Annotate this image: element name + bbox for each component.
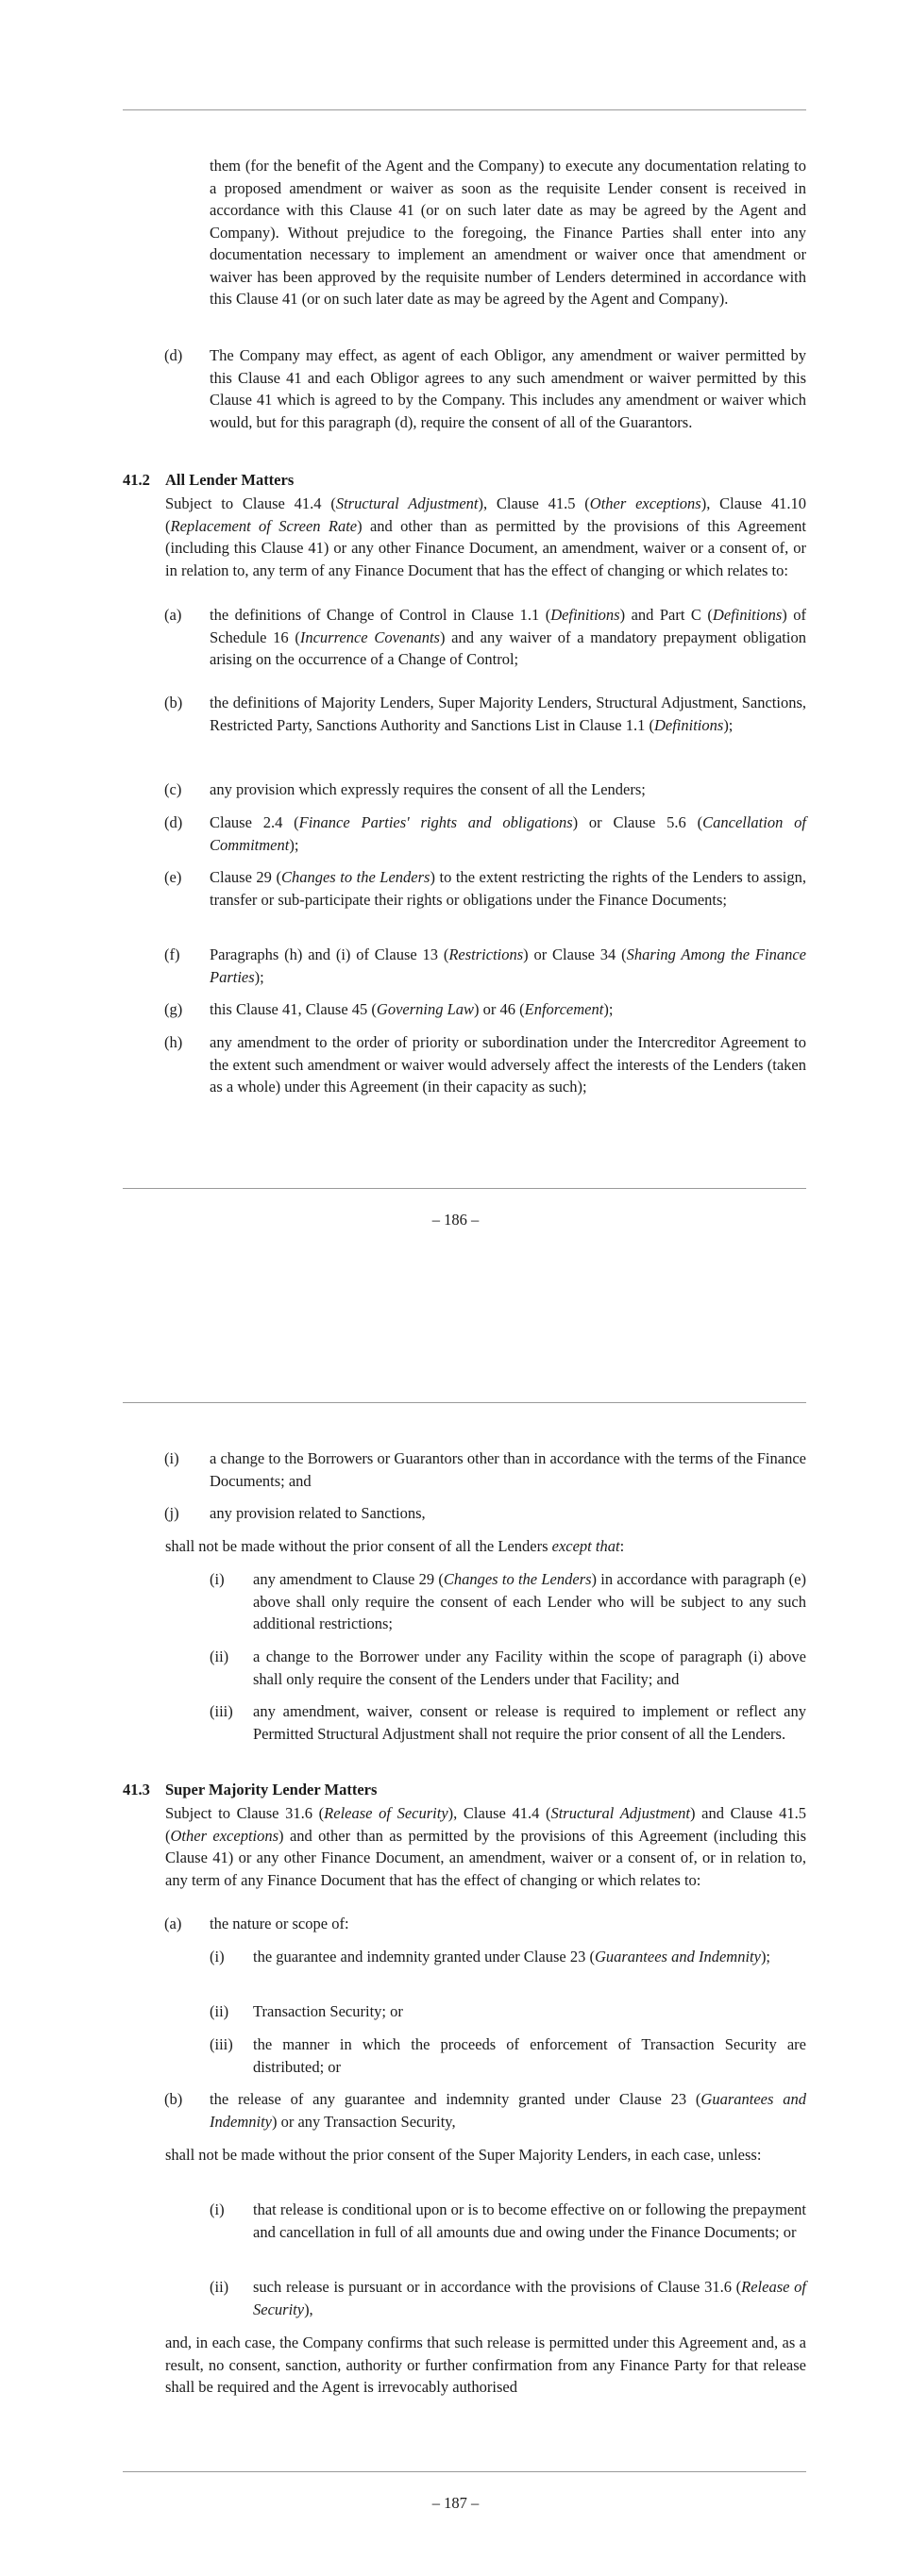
text-run: shall not be made without the prior consent of all the Lenders: [165, 1537, 552, 1555]
item-label-h: (h): [164, 1033, 183, 1051]
text-run: such release is pursuant or in accordance with the provisions of Clause 31.6 (: [253, 2278, 742, 2296]
text-run: Subject to Clause 31.6 (: [165, 1804, 325, 1822]
italic-reference: Incurrence Covenants: [299, 627, 440, 646]
text-run: );: [723, 715, 734, 734]
text-run: ), Clause 41.10 (: [165, 494, 806, 535]
document-page-187: [0, 1293, 911, 2576]
text-run: );: [254, 967, 264, 986]
text-run: the definitions of Change of Control in Clause 1.1 (: [210, 606, 551, 624]
item-label-f: (f): [164, 945, 180, 963]
text-run: the release of any guarantee and indemnity granted under Clause 23 (: [210, 2090, 701, 2108]
italic-reference: Changes to the Lenders: [443, 1570, 592, 1588]
text-run: );: [760, 1948, 771, 1965]
italic-reference: Sharing Among the Finance Parties: [210, 945, 806, 986]
item-label-a: (a): [164, 1915, 182, 1932]
item-label-d2: (d): [164, 813, 183, 831]
text-run: Clause 2.4 (: [210, 813, 299, 831]
text-run: any provision related to Sanctions,: [210, 1504, 426, 1522]
text-run: Transaction Security; or: [253, 2002, 403, 2020]
subitem-label-iii: (iii): [210, 2035, 233, 2053]
item-label-e: (e): [164, 868, 182, 886]
item-d2-text: [210, 811, 806, 856]
text-run: them (for the benefit of the Agent and the Company) to execute any documentation relating to a proposed amendment or waiver as soon as the requisite Lender consent is received in accordance with this Clause 41 (or on such later date as may be agreed by the Agent and Company). Without prejudice to the foregoing, the Finance Parties shall enter into any documentation necessary to implement an amendment or waiver once that amendment or waiver has been approved by the requisite number of Lenders determined in accordance with this Clause 41 (or on such later date as may be agreed by the Agent and Company).: [210, 157, 806, 308]
final-paragraph: [165, 2332, 806, 2399]
text-run: ),: [304, 2300, 313, 2318]
subitem-label-ii: (ii): [210, 2002, 229, 2020]
italic-reference: Cancellation of Commitment: [210, 813, 806, 854]
text-run: a change to the Borrower under any Facility within the scope of paragraph (i) above shall only require the consent of the Lenders under that Facility; and: [253, 1648, 806, 1688]
italic-reference: Replacement of Screen Rate: [170, 516, 358, 535]
section-41-3-intro: [165, 1802, 806, 1891]
exception-label-ii: (ii): [210, 1648, 229, 1665]
item-f-text: [210, 944, 806, 988]
italic-reference: Finance Parties' rights and obligations: [298, 813, 573, 831]
text-run: a change to the Borrowers or Guarantors other than in accordance with the terms of the Finance Documents; and: [210, 1449, 806, 1490]
text-run: ) and Part C (: [619, 606, 713, 624]
italic-reference: Release of Security: [324, 1804, 448, 1822]
item-label-b: (b): [164, 2090, 183, 2108]
exception-ii-text: [253, 1646, 806, 1690]
text-run: ) or Clause 5.6 (: [572, 813, 703, 831]
page-bottom-rule: [123, 2471, 806, 2472]
item-label-b: (b): [164, 694, 183, 711]
italic-reference: Structural Adjustment: [550, 1804, 690, 1822]
item-e-text: [210, 866, 806, 911]
text-run: Paragraphs (h) and (i) of Clause 13 (: [210, 945, 449, 963]
text-run: The Company may effect, as agent of each Obligor, any amendment or waiver permitted by this Clause 41 and each Obligor agrees to any such amendment or waiver permitted by this Clause 41 which is agreed to by the Company. This includes any amendment or waiver which would, but for this paragraph (d), require the consent of all of the Guarantors.: [210, 346, 806, 431]
section-title-super-majority: Super Majority Lender Matters: [165, 1781, 378, 1798]
item-label-c: (c): [164, 780, 182, 798]
text-run: ) and Clause 41.5 (: [165, 1804, 806, 1845]
text-run: the definitions of Majority Lenders, Super Majority Lenders, Structural Adjustment, Sanctions, Restricted Party, Sanctions Authority and Sanctions List in Clause 1.1 (: [210, 694, 806, 734]
section-41-2-intro: [165, 493, 806, 581]
subitem-iii-text: [253, 2033, 806, 2078]
exception-label-i: (i): [210, 1570, 225, 1588]
item-j-text: [210, 1502, 806, 1525]
item-a-text: [210, 604, 806, 671]
condition-label-ii: (ii): [210, 2278, 229, 2296]
page-number: – 186 –: [431, 1211, 480, 1229]
italic-reference: Definitions: [653, 715, 724, 734]
exception-label-iii: (iii): [210, 1702, 233, 1720]
text-run: );: [603, 1000, 614, 1018]
item-g-text: [210, 998, 806, 1021]
text-run: ) of Schedule 16 (: [210, 606, 806, 646]
item-d-text: [210, 344, 806, 433]
italic-reference: Guarantees and Indemnity: [210, 2090, 806, 2131]
super-majority-consent-line: [165, 2144, 806, 2166]
page-top-rule: [123, 109, 806, 110]
text-run: this Clause 41, Clause 45 (: [210, 1000, 377, 1018]
text-run: any amendment to the order of priority or subordination under the Intercreditor Agreement to the extent such amendment or waiver would adversely affect the interests of the Lenders (taken as a whole) under this Agreement (in their capacity as such);: [210, 1033, 806, 1096]
text-run: ) and other than as permitted by the provisions of this Agreement (including this Clause 41) or any other Finance Document, an amendment, waiver or a consent of, or in relation to, any term of any Finance Document that has the effect of changing or which relates to:: [165, 1826, 806, 1889]
italic-reference: Structural Adjustment: [335, 494, 479, 512]
italic-reference: Other exceptions: [170, 1826, 279, 1845]
text-run: ) and any waiver of a mandatory prepayment obligation arising on the occurrence of a Change of Control;: [210, 627, 806, 668]
text-run: ) or Clause 34 (: [523, 945, 627, 963]
section-number-41-3: 41.3: [123, 1781, 150, 1798]
item-b-text: [210, 692, 806, 736]
item-c-text: [210, 778, 806, 801]
text-run: shall not be made without the prior consent of the Super Majority Lenders, in each case, unless:: [165, 2146, 762, 2164]
condition-label-i: (i): [210, 2200, 225, 2218]
text-run: any provision which expressly requires the consent of all the Lenders;: [210, 780, 646, 798]
text-run: ) and other than as permitted by the provisions of this Agreement (including this Clause 41) or any other Finance Document, an amendment, waiver or a consent of, or in relation to, any term of any Finance Document that has the effect of changing or which relates to:: [165, 516, 806, 579]
item-i-text: [210, 1447, 806, 1492]
italic-reference: Release of Security: [253, 2278, 807, 2318]
paragraph-continuation: [210, 155, 806, 310]
item-a-text: [210, 1913, 806, 1935]
item-label-a: (a): [164, 606, 182, 624]
item-h-text: [210, 1031, 806, 1098]
item-label-i: (i): [164, 1449, 179, 1467]
item-label-j: (j): [164, 1504, 179, 1522]
text-run: ), Clause 41.5 (: [478, 494, 590, 512]
subitem-i-text: [253, 1946, 806, 1968]
text-run: ) in accordance with paragraph (e) above shall only require the consent of each Lender who will be subject to any such additional restrictions;: [253, 1570, 806, 1632]
condition-i-text: [253, 2199, 806, 2243]
text-run: the guarantee and indemnity granted under Clause 23 (: [253, 1948, 595, 1965]
subitem-label-i: (i): [210, 1948, 225, 1965]
text-run: ), Clause 41.4 (: [447, 1804, 551, 1822]
subitem-ii-text: [253, 2000, 806, 2023]
italic-reference: Guarantees and Indemnity: [594, 1948, 761, 1965]
text-run: that release is conditional upon or is to become effective on or following the prepayment and cancellation in full of all amounts due and owing under the Finance Documents; or: [253, 2200, 806, 2241]
italic-reference: Governing Law: [376, 1000, 475, 1018]
page-top-rule: [123, 1402, 806, 1403]
section-number-41-2: 41.2: [123, 471, 150, 489]
item-b-text: [210, 2088, 806, 2133]
text-run: and, in each case, the Company confirms that such release is permitted under this Agreement and, as a result, no consent, sanction, authority or further confirmation from any Finance Party for that release shall be required and the Agent is irrevocably authorised: [165, 2333, 806, 2396]
item-label-d: (d): [164, 346, 183, 364]
text-run: ) to the extent restricting the rights of the Lenders to assign, transfer or sub-participate their rights or obligations under the Finance Documents;: [210, 868, 806, 909]
italic-reference: except that: [551, 1537, 620, 1555]
text-run: ) or 46 (: [474, 1000, 525, 1018]
text-run: any amendment to Clause 29 (: [253, 1570, 444, 1588]
page-number: – 187 –: [431, 2494, 480, 2512]
italic-reference: Enforcement: [524, 1000, 604, 1018]
text-run: the nature or scope of:: [210, 1915, 349, 1932]
italic-reference: Definitions: [550, 606, 620, 624]
exception-iii-text: [253, 1700, 806, 1745]
page-bottom-rule: [123, 1188, 806, 1189]
text-run: the manner in which the proceeds of enforcement of Transaction Security are distributed; or: [253, 2035, 806, 2076]
italic-reference: Definitions: [712, 606, 783, 624]
item-label-g: (g): [164, 1000, 183, 1018]
section-title-all-lender-matters: All Lender Matters: [165, 471, 295, 489]
text-run: :: [619, 1537, 625, 1555]
condition-ii-text: [253, 2276, 806, 2320]
italic-reference: Changes to the Lenders: [280, 868, 430, 886]
exception-i-text: [253, 1568, 806, 1635]
text-run: any amendment, waiver, consent or release is required to implement or reflect any Permitted Structural Adjustment shall not require the prior consent of all the Lenders.: [253, 1702, 806, 1743]
text-run: ) or any Transaction Security,: [271, 2112, 456, 2131]
all-lenders-consent-line: [165, 1535, 806, 1558]
text-run: );: [289, 835, 299, 854]
italic-reference: Other exceptions: [589, 494, 701, 512]
italic-reference: Restrictions: [448, 945, 524, 963]
text-run: Subject to Clause 41.4 (: [165, 494, 336, 512]
text-run: Clause 29 (: [210, 868, 281, 886]
